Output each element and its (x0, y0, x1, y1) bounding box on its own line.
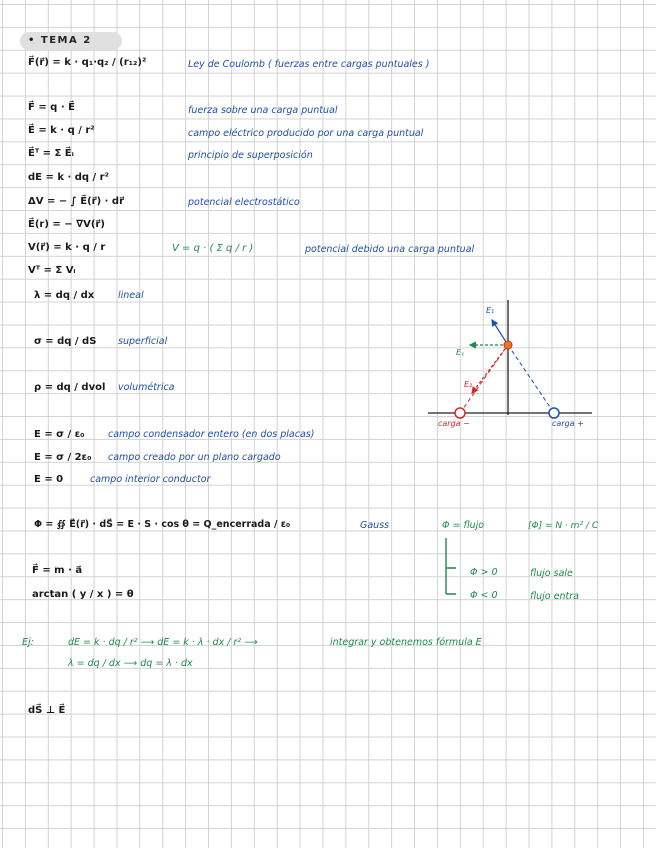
charge-positive (549, 408, 559, 418)
note-plano: campo creado por un plano cargado (108, 452, 281, 463)
formula-arctan: arctan ( y / x ) = θ (32, 589, 134, 600)
vector-e2 (472, 345, 508, 393)
note-condensador: campo condensador entero (en dos placas) (108, 429, 315, 440)
formula-unidades-flujo: [Φ] = N · m² / C (528, 521, 599, 531)
formula-e-cero: E = 0 (34, 474, 64, 485)
field-point (504, 341, 512, 349)
formula-sigma: σ = dq / dS (34, 336, 97, 347)
field-diagram (420, 295, 600, 435)
formula-gauss: Φ = ∯ E⃗(r⃗) · dS⃗ = E · S · cos θ = Q_encerrada / ε₀ (34, 519, 291, 530)
note-potencial: potencial electrostático (188, 197, 300, 208)
formula-campo-grad: E⃗(r) = − ∇V(r⃗) (28, 219, 105, 230)
note-campo-carga: campo eléctrico producido por una carga puntual (188, 128, 424, 139)
example-label: Ej: (22, 637, 34, 648)
formula-coulomb: F⃗(r⃗) = k · q₁·q₂ / (r₁₂)² (28, 57, 147, 68)
note-flujo-entra: flujo entra (530, 591, 579, 602)
dashed-line-pos (508, 345, 554, 413)
formula-flujo-neg: Φ < 0 (470, 590, 498, 601)
label-e1: E₁ (486, 306, 495, 315)
example-line-1: dE = k · dq / r² ⟶ dE = k · λ · dx / r² ⟶ (68, 637, 258, 648)
example-line-2: λ = dq / dx ⟶ dq = λ · dx (68, 658, 193, 669)
formula-de: dE = k · dq / r² (28, 172, 109, 183)
formula-potencial-diff: ΔV = − ∫ E⃗(r⃗) · dr⃗ (28, 196, 125, 207)
label-ey: Eᵧ (456, 348, 465, 357)
note-fuerza-carga: fuerza sobre una carga puntual (188, 105, 338, 116)
note-volumetrica: volumétrica (118, 382, 175, 393)
page-title: • TEMA 2 (20, 32, 122, 50)
note-coulomb: Ley de Coulomb ( fuerzas entre cargas puntuales ) (188, 59, 430, 70)
note-gauss: Gauss (360, 520, 390, 531)
formula-e-condensador: E = σ / ε₀ (34, 429, 85, 440)
example-note: integrar y obtenemos fórmula E (330, 637, 482, 648)
formula-flujo-pos: Φ > 0 (470, 567, 498, 578)
note-conductor: campo interior conductor (90, 474, 211, 485)
formula-fuerza-carga: F⃗ = q · E⃗ (28, 102, 75, 113)
formula-potencial-carga: V(r⃗) = k · q / r (28, 242, 106, 253)
formula-potencial-total: Vᵀ = Σ Vᵢ (28, 265, 76, 276)
formula-e-plano: E = σ / 2ε₀ (34, 452, 92, 463)
formula-perpendicular: dS⃗ ⊥ E⃗ (28, 705, 66, 716)
formula-campo-carga: E⃗ = k · q / r² (28, 125, 95, 136)
charge-negative (455, 408, 465, 418)
formula-rho: ρ = dq / dvol (34, 382, 106, 393)
note-lineal: lineal (118, 290, 144, 301)
flux-bracket (440, 536, 470, 606)
note-superposicion: principio de superposición (188, 150, 313, 161)
formula-potencial-suma: V = q · ( Σ q / r ) (172, 243, 254, 254)
formula-f-ma: F⃗ = m · a⃗ (32, 565, 83, 576)
note-flujo-sale: flujo sale (530, 568, 573, 579)
note-flujo: Φ = flujo (442, 520, 485, 531)
formula-superposicion: E⃗ᵀ = Σ E⃗ᵢ (28, 148, 74, 159)
note-potencial-suma: potencial debido una carga puntual (305, 244, 475, 255)
label-e2: E₂ (464, 380, 473, 389)
label-carga-pos: carga + (552, 419, 584, 428)
formula-lambda: λ = dq / dx (34, 290, 95, 301)
note-superficial: superficial (118, 336, 168, 347)
label-carga-neg: carga − (438, 419, 470, 428)
